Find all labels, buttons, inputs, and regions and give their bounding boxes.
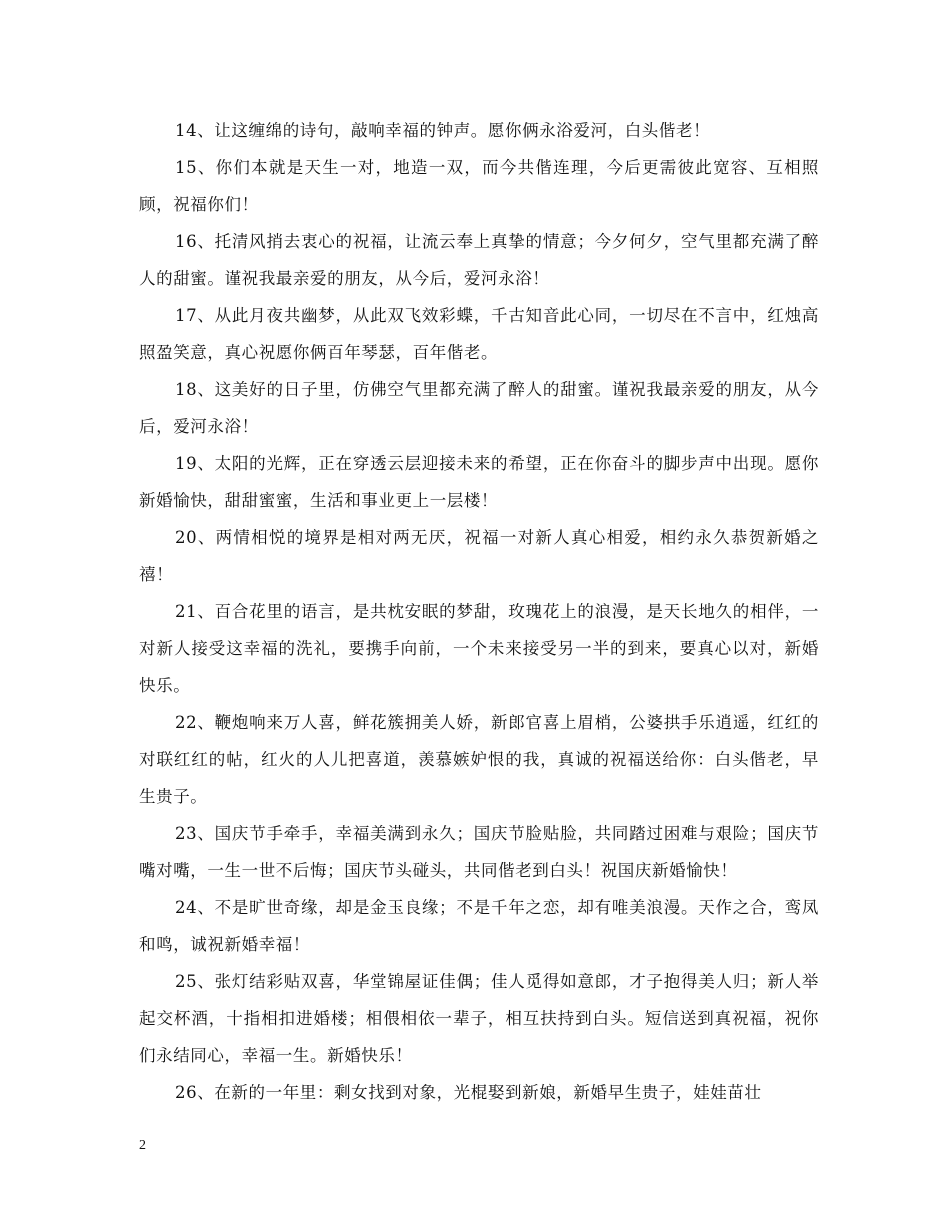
paragraph-26: 26、在新的一年里：剩女找到对象，光棍娶到新娘，新婚早生贵子，娃娃苗壮 [175, 1083, 762, 1102]
paragraph-19: 19、太阳的光辉，正在穿透云层迎接未来的希望，正在你奋斗的脚步声中出现。愿你新婚愉快，甜甜蜜蜜，生活和事业更上一层楼！ [139, 454, 819, 510]
paragraph-14: 14、让这缠绵的诗句，敲响幸福的钟声。愿你俩永浴爱河，白头偕老！ [175, 121, 711, 140]
page-number: 2 [139, 1138, 146, 1153]
paragraph-24: 24、不是旷世奇缘，却是金玉良缘；不是千年之恋，却有唯美浪漫。天作之合，鸾凤和鸣，诚祝新婚幸福！ [139, 898, 819, 954]
paragraph-15: 15、你们本就是天生一对，地造一双，而今共偕连理，今后更需彼此宽容、互相照顾，祝福你们！ [139, 158, 819, 214]
paragraph-18: 18、这美好的日子里，仿佛空气里都充满了醉人的甜蜜。谨祝我最亲爱的朋友，从今后，爱河永浴！ [139, 380, 819, 436]
paragraph-16: 16、托清风捎去衷心的祝福，让流云奉上真挚的情意；今夕何夕，空气里都充满了醉人的甜蜜。谨祝我最亲爱的朋友，从今后，爱河永浴！ [139, 232, 819, 288]
paragraph-22: 22、鞭炮响来万人喜，鲜花簇拥美人娇，新郎官喜上眉梢，公婆拱手乐逍遥，红红的对联红红的帖，红火的人儿把喜道，羡慕嫉妒恨的我，真诚的祝福送给你：白头偕老，早生贵子。 [139, 713, 819, 806]
paragraph-25: 25、张灯结彩贴双喜，华堂锦屋证佳偶；佳人觅得如意郎，才子抱得美人归；新人举起交杯酒，十指相扣进婚楼；相偎相依一辈子，相互扶持到白头。短信送到真祝福，祝你们永结同心，幸福一生。新婚快乐！ [139, 972, 819, 1065]
paragraph-20: 20、两情相悦的境界是相对两无厌，祝福一对新人真心相爱，相约永久恭贺新婚之禧！ [139, 528, 819, 584]
document-body [139, 112, 819, 1111]
paragraph-17: 17、从此月夜共幽梦，从此双飞效彩蝶，千古知音此心同，一切尽在不言中，红烛高照盈笑意，真心祝愿你俩百年琴瑟，百年偕老。 [139, 306, 819, 362]
paragraph-23: 23、国庆节手牵手，幸福美满到永久；国庆节脸贴脸，共同踏过困难与艰险；国庆节嘴对嘴，一生一世不后悔；国庆节头碰头，共同偕老到白头！祝国庆新婚愉快！ [139, 824, 819, 880]
paragraph-21: 21、百合花里的语言，是共枕安眠的梦甜，玫瑰花上的浪漫，是天长地久的相伴，一对新人接受这幸福的洗礼，要携手向前，一个未来接受另一半的到来，要真心以对，新婚快乐。 [139, 602, 819, 695]
